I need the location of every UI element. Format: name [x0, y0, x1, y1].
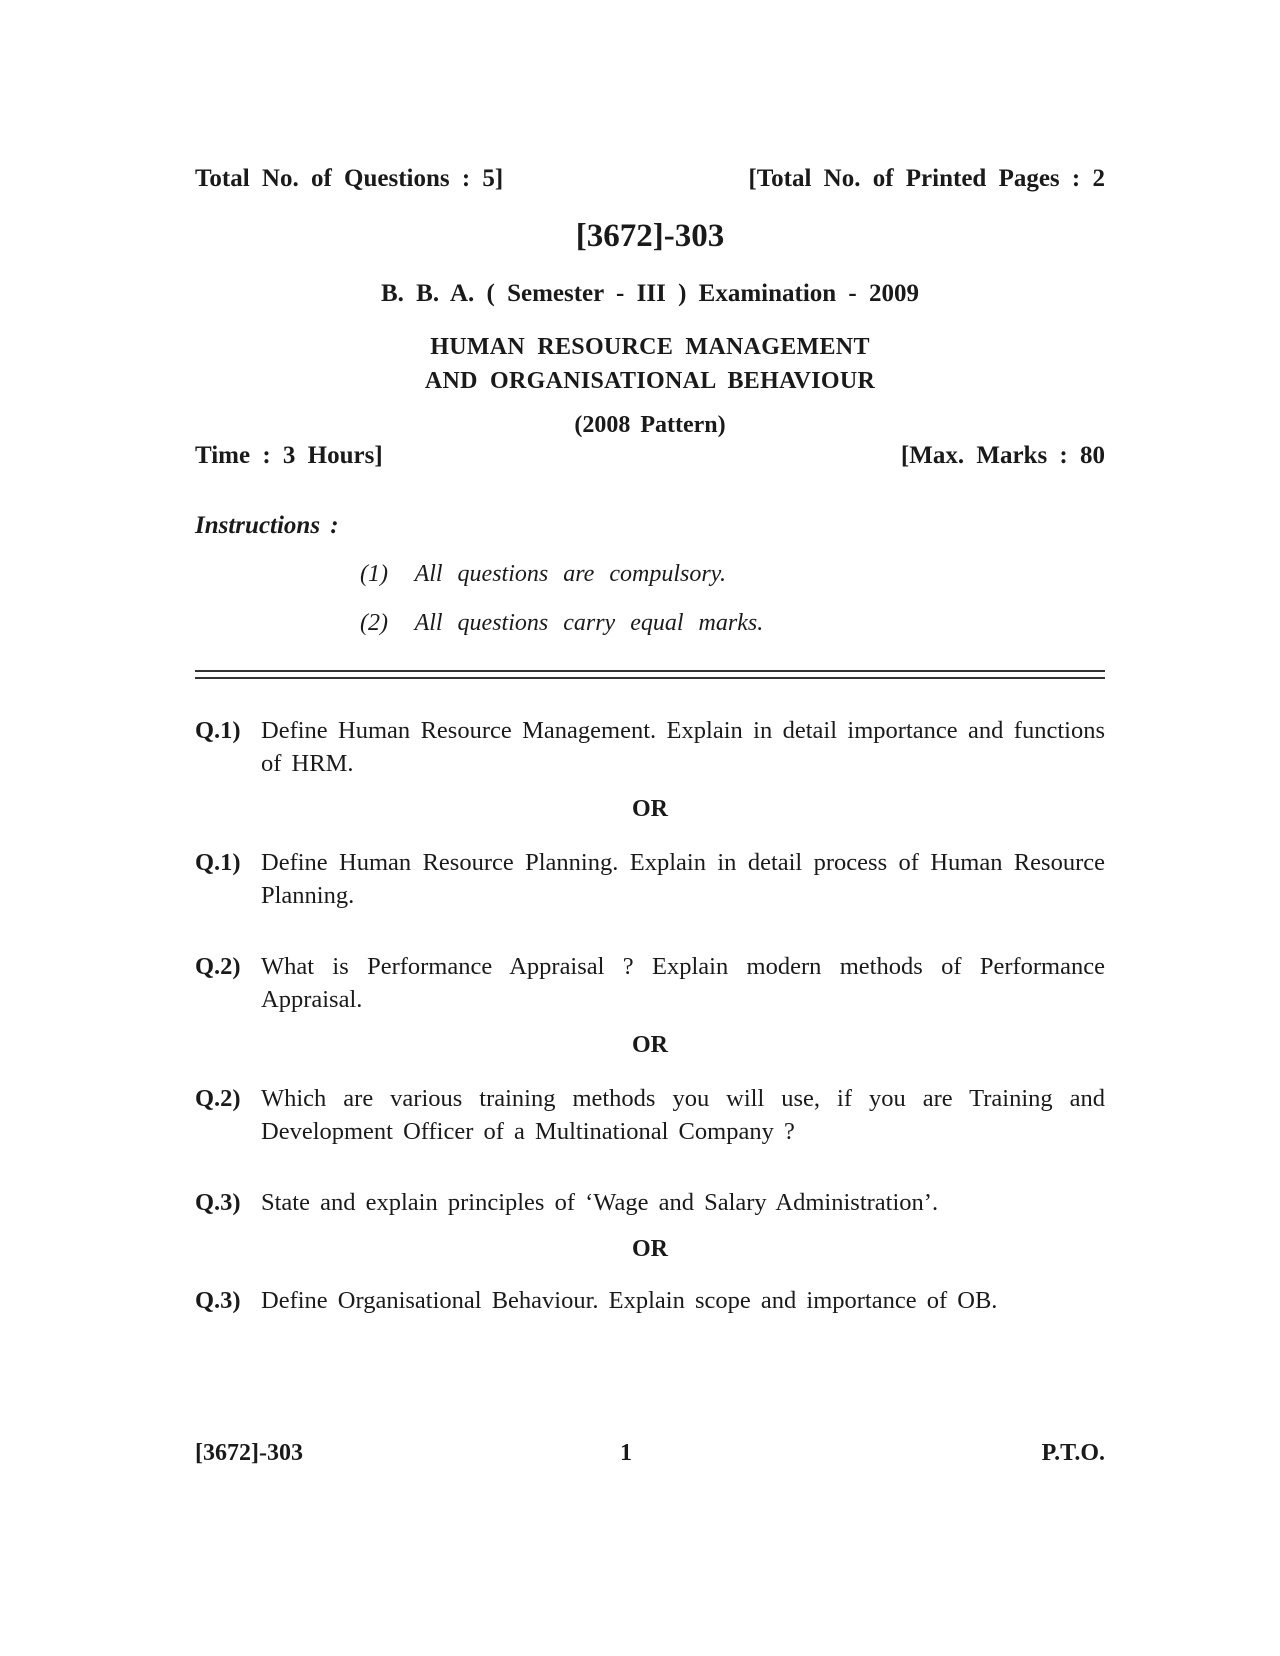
time-label: Time : 3 Hours] — [195, 442, 383, 469]
subject-line-2: AND ORGANISATIONAL BEHAVIOUR — [424, 368, 876, 394]
paper-code: [3672]-303 — [575, 218, 725, 254]
instruction-text: All questions carry equal marks. — [414, 610, 764, 636]
exam-title: B. B. A. ( Semester - III ) Examination - 2009 — [380, 280, 919, 307]
question-text: Define Human Resource Management. Explain in detail importance and functions of HRM. — [261, 717, 1105, 777]
question-number: Q.2) — [195, 953, 241, 980]
question-text: What is Performance Appraisal ? Explain modern methods of Performance Appraisal. — [261, 953, 1105, 1013]
question-number: Q.1) — [195, 849, 241, 876]
double-rule-divider — [195, 670, 1105, 679]
max-marks-label: [Max. Marks : 80 — [900, 442, 1105, 469]
instructions-heading: Instructions : — [195, 512, 339, 539]
or-separator: OR — [632, 1032, 668, 1058]
question-number: Q.1) — [195, 717, 241, 744]
question-item — [195, 846, 1105, 912]
question-item — [195, 714, 1105, 780]
pattern-label: (2008 Pattern) — [574, 412, 726, 438]
question-text: Define Organisational Behaviour. Explain scope and importance of OB. — [261, 1287, 998, 1314]
question-item — [195, 1082, 1105, 1148]
question-text: State and explain principles of ‘Wage and Salary Administration’. — [261, 1189, 939, 1216]
pto-label: P.T.O. — [1041, 1440, 1105, 1466]
or-separator: OR — [632, 796, 668, 822]
instruction-number: (1) — [360, 561, 388, 587]
question-number: Q.3) — [195, 1189, 241, 1216]
footer-paper-code: [3672]-303 — [195, 1440, 303, 1466]
header-meta-row — [195, 165, 1105, 193]
instruction-number: (2) — [360, 610, 388, 636]
question-text: Define Human Resource Planning. Explain in detail process of Human Resource Planning. — [261, 849, 1105, 909]
time-marks-row — [195, 442, 1105, 470]
question-item — [195, 1284, 1105, 1317]
instruction-text: All questions are compulsory. — [414, 561, 726, 587]
total-questions: Total No. of Questions : 5] — [195, 165, 504, 192]
question-text: Which are various training methods you will use, if you are Training and Development Officer of a Multinational Company ? — [261, 1085, 1105, 1145]
question-item — [195, 1186, 1105, 1219]
question-number: Q.3) — [195, 1287, 241, 1314]
total-pages: [Total No. of Printed Pages : 2 — [748, 165, 1105, 192]
or-separator: OR — [632, 1236, 668, 1262]
question-number: Q.2) — [195, 1085, 241, 1112]
page-number: 1 — [620, 1440, 632, 1466]
subject-title — [195, 330, 1105, 398]
exam-page — [195, 0, 1105, 1656]
subject-line-1: HUMAN RESOURCE MANAGEMENT — [430, 334, 870, 360]
instruction-item — [360, 561, 726, 588]
instruction-item — [360, 610, 763, 637]
question-item — [195, 950, 1105, 1016]
